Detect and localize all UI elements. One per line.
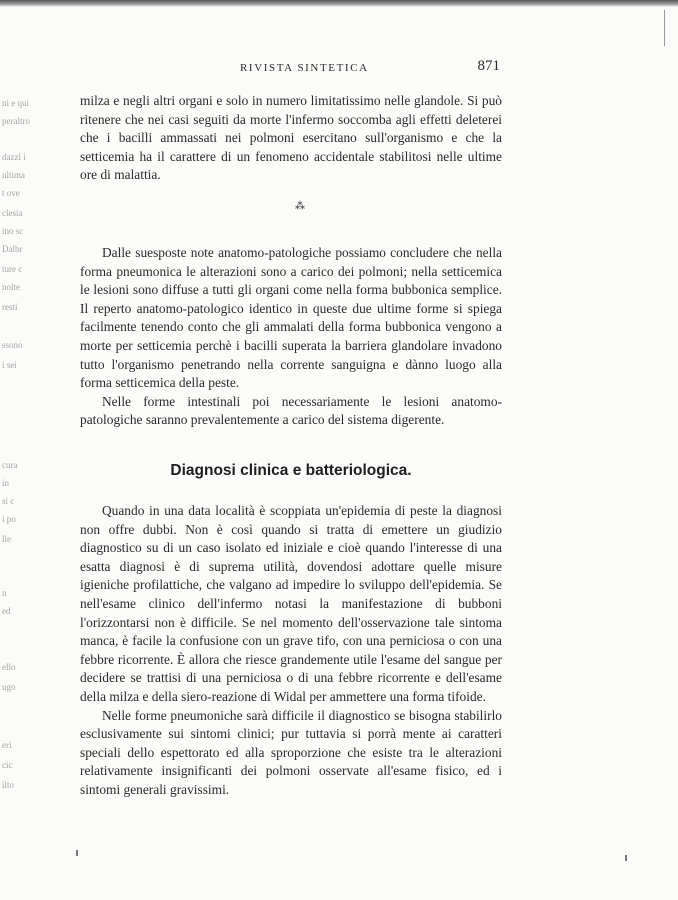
bleed-text: si c: [2, 496, 15, 506]
bleed-text: i po: [2, 514, 16, 524]
bleed-text: ssono: [2, 340, 23, 350]
bleed-text: n: [2, 588, 7, 598]
bleed-text: ino sc: [2, 226, 24, 236]
bleed-text: ugo: [2, 682, 16, 692]
paragraph: Dalle suesposte note anatomo-patologiche possiamo concludere che nella forma pneumonica le alterazioni sono a carico dei polmoni; nella setticemica le lesioni sono diffuse a tutti gli organi come nella forma bubbonica semplice. Il reperto anatomo-patologico identico in queste due ultime forme si spiega facilmente tenendo conto che gli ammalati della forma bubbonica vengono a morte per setticemia perchè i bacilli superata la barriera glandolare invadono tutto l'organismo penetrando nella corrente sanguigna e dànno luogo alla forma setticemica della peste.: [80, 245, 502, 391]
page-top-edge: [0, 0, 678, 7]
bleed-text: ed: [2, 606, 11, 616]
bleed-text: ello: [2, 662, 16, 672]
bleed-text: ni e qui: [2, 98, 29, 108]
running-title: RIVISTA SINTETICA: [240, 62, 369, 74]
bleed-text: t ove: [2, 188, 20, 198]
bleed-text: Dalbr: [2, 244, 23, 254]
paragraph: Quando in una data località è scoppiata un'epidemia di peste la diagnosi non offre dubbi. Non è così quando si tratta di emettere un giudizio diagnostico su di un caso isolato ed iniziale e cioè quando l'interesse di una esatta diagnosi è di suprema utilità, dovendosi adottare quelle misure igieniche profilattiche, che valgano ad impedire lo sviluppo dell'epidemia. Se nell'esame clinico dell'infermo notasi la manifestazione di bubboni l'orizzontarsi non è difficile. Se nel momento dell'osservazione tale sintoma manca, è facile la confusione con un grave tifo, con una perniciosa o con una febbre ricorrente. È allora che riesce grandemente utile l'esame del sangue per decidere se trattisi di una perniciosa o di una febbre ricorrente e dell'esame della milza e della siero-reazione di Widal per ammettere una forma tifoide.: [80, 503, 502, 704]
section-heading: Diagnosi clinica e batteriologica.: [170, 462, 412, 479]
paragraph: milza e negli altri organi e solo in numero limitatissimo nelle glandole. Si può ritenere che nei casi seguiti da morte l'infermo soccomba agli effetti deleterei che i bacilli ammassati nei polmoni esercitano sull'organismo e che la setticemia ha il carattere di un fenomeno accidentale stabilitosi nelle ultime ore di malattia.: [80, 93, 502, 183]
bleed-text: cic: [2, 760, 13, 770]
paragraph-block-middle: [80, 244, 502, 430]
paragraph: Nelle forme pneumoniche sarà difficile il diagnostico se bisogna stabilirlo esclusivamente sui sintomi clinici; pur tuttavia si porrà mente ai caratteri speciali dello espettorato ed alla sproporzione che esiste tra le alterazioni relativamente insignificanti dei polmoni osservate all'esame fisico, ed i sintomi generali gravissimi.: [80, 707, 502, 797]
bleed-text: eri: [2, 740, 12, 750]
bleed-text: i sei: [2, 360, 17, 370]
bleed-text: nolte: [2, 282, 20, 292]
bleed-text: dazzi i: [2, 152, 26, 162]
paragraph-block-bottom: [80, 502, 502, 800]
bleed-text: ture c: [2, 264, 23, 274]
bleed-text: peraltro: [2, 116, 30, 126]
asterism-separator: ⁂: [295, 201, 305, 212]
scan-speck: [625, 855, 627, 861]
bleed-text: in: [2, 478, 10, 488]
bleed-text: cura: [2, 460, 18, 470]
scan-speck: [76, 850, 78, 856]
paragraph: Nelle forme intestinali poi necessariamente le lesioni anatomo-patologiche saranno prevalentemente a carico del sistema digerente.: [80, 393, 502, 428]
bleed-text: ultima: [2, 170, 25, 180]
bleed-text: resti: [2, 302, 18, 312]
scan-speck: [664, 10, 665, 46]
bleed-text: clesia: [2, 208, 23, 218]
page-number: 871: [477, 58, 500, 74]
page-header: [80, 58, 500, 78]
bleed-text: lle: [2, 534, 11, 544]
bleed-text: ilto: [2, 780, 15, 790]
paragraph-block-top: [80, 92, 502, 185]
